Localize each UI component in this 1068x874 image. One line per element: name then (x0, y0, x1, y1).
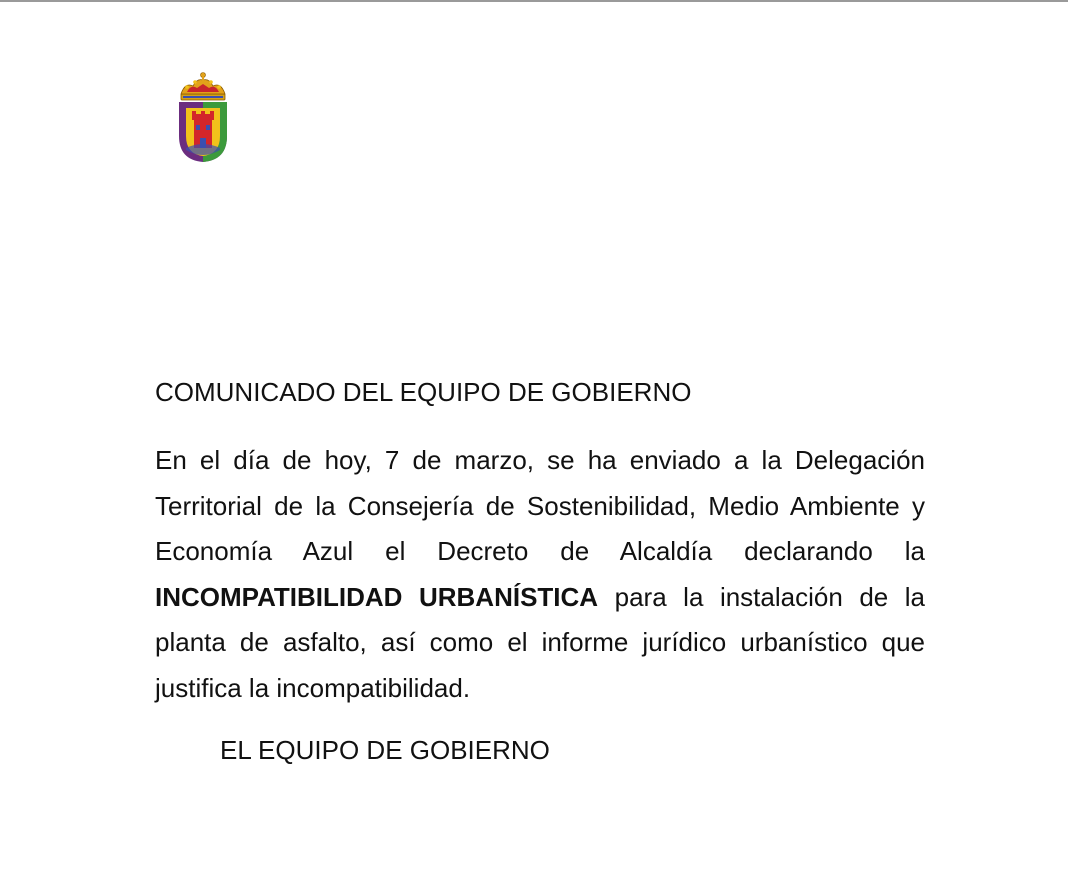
body-emphasis: INCOMPATIBILIDAD URBANÍSTICA (155, 581, 599, 612)
crown-icon (181, 73, 225, 101)
top-border (0, 0, 1068, 2)
body-text-part1: En el día de hoy, 7 de marzo, se ha enviado a la Delegación Territorial de la Consejería de Sostenibilidad, Medio Ambiente y Economía Azul el Decreto de Alcaldía declarando la (155, 445, 925, 567)
document-signature: EL EQUIPO DE GOBIERNO (220, 735, 550, 765)
document-heading: COMUNICADO DEL EQUIPO DE GOBIERNO (155, 377, 692, 407)
shield-icon (179, 102, 227, 162)
coat-of-arms-icon (175, 70, 231, 164)
body-text-part2: para la instalación de la planta de asfalto, así como el informe jurídico urbanístico que justifica la incompatibilidad. (155, 581, 925, 703)
document-body (155, 438, 925, 712)
